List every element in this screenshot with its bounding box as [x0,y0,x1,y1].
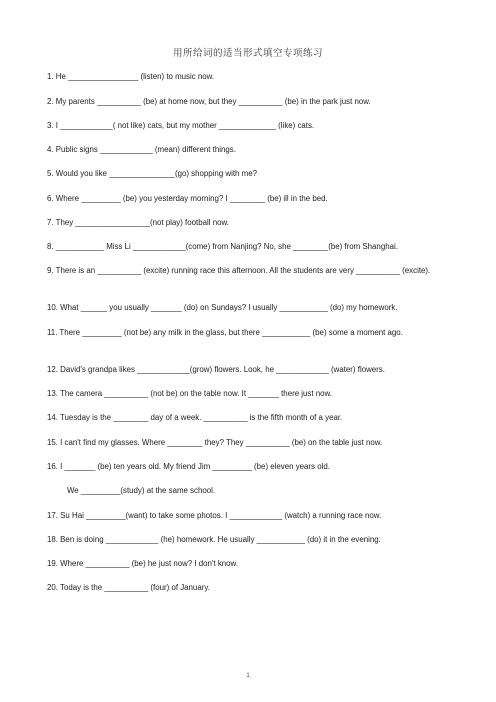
question-7: 7. They _________________(not play) football now. [47,218,229,227]
question-19: 19. Where __________ (be) he just now? I don't know. [47,559,239,568]
question-4: 4. Public signs ____________ (mean) different things. [47,145,236,154]
question-11: 11. There _________ (not be) any milk in the glass, but there ___________ (be) some a moment ago. [47,328,403,337]
question-20: 20. Today is the __________ (four) of January. [47,583,210,592]
question-15: 15. I can't find my glasses. Where ________ they? They __________ (be) on the table just now. [47,438,383,447]
question-3: 3. I ____________( not like) cats, but my mother _____________ (like) cats. [47,121,315,130]
question-1: 1. He ________________ (listen) to music now. [47,72,215,81]
question-10: 10. What ______ you usually _______ (do) on Sundays? I usually ___________ (do) my homework. [47,303,398,312]
worksheet-title: 用所给词的适当形式填空专项练习 [172,48,323,59]
question-8: 8. ___________ Miss Li ____________(come) from Nanjing? No, she ________(be) from Shanghai. [47,242,398,251]
question-18: 18. Ben is doing ____________ (he) homework. He usually ___________ (do) it in the evening. [47,535,381,544]
question-2: 2. My parents __________ (be) at home now, but they __________ (be) in the park just now. [47,97,371,106]
page-number: 1 [246,673,250,679]
question-16-continuation: We _________(study) at the same school. [67,486,216,495]
question-12: 12. David's grandpa likes ____________(grow) flowers. Look, he ____________ (water) flowers. [47,365,385,374]
question-9: 9. There is an __________ (excite) running race this afternoon. All the students are very __________ (excite). [47,266,431,275]
question-13: 13. The camera __________ (not be) on the table now. It _______ there just now. [47,389,332,398]
question-6: 6. Where _________ (be) you yesterday morning? I ________ (be) ill in the bed. [47,194,328,203]
question-16: 16. I _______ (be) ten years old. My friend Jim _________ (be) eleven years old. [47,462,330,471]
question-17: 17. Su Hai _________(want) to take some photos. I ____________ (watch) a running race now. [47,511,382,520]
question-5: 5. Would you like _______________(go) shopping with me? [47,169,257,178]
question-14: 14. Tuesday is the ________ day of a week. __________ is the fifth month of a year. [47,413,343,422]
